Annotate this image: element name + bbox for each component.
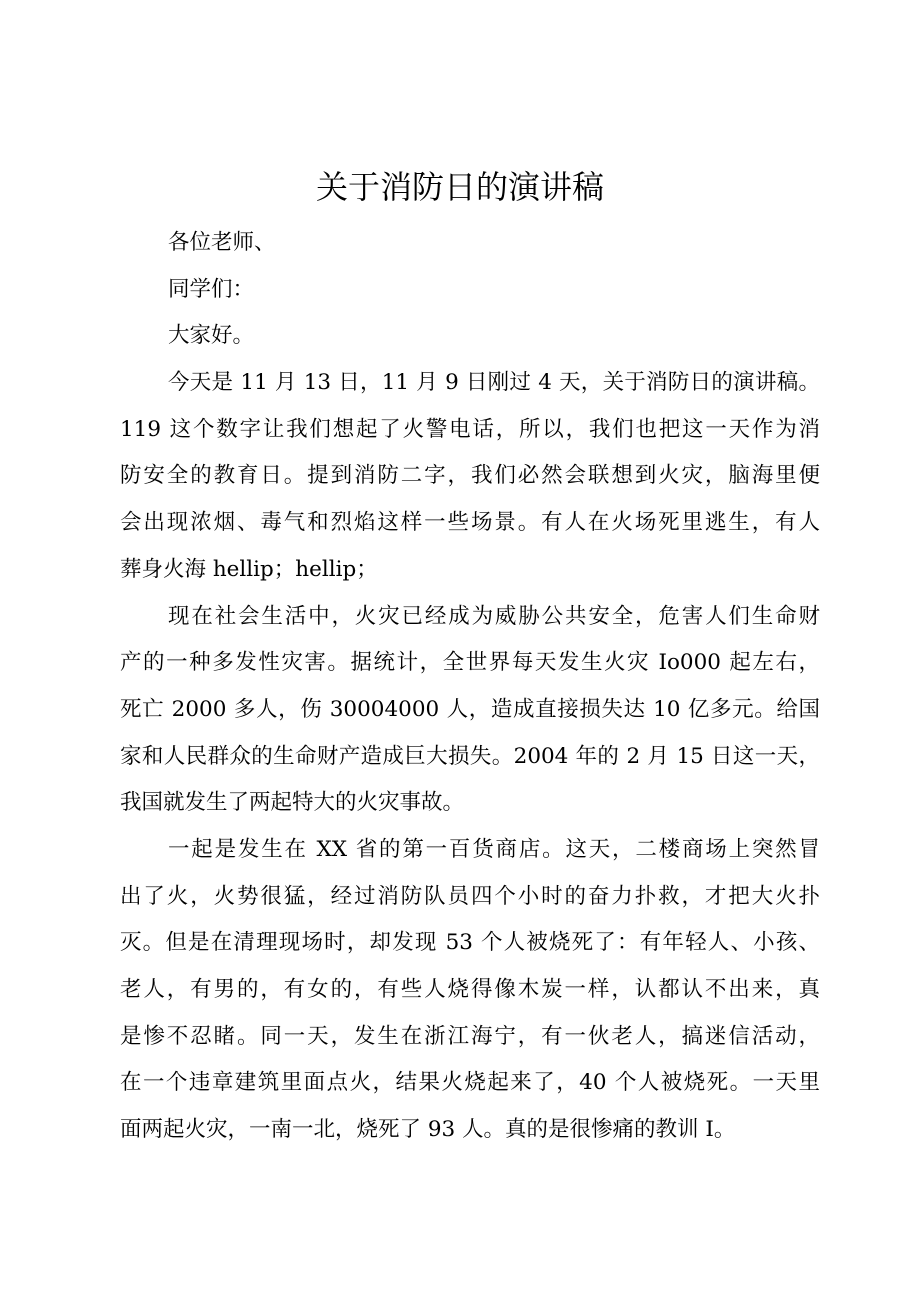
paragraph-line: 119 这个数字让我们想起了火警电话，所以，我们也把这一天作为消 <box>120 416 820 442</box>
paragraph-line: 是惨不忍睹。同一天，发生在浙江海宁，有一伙老人，搞迷信活动， <box>120 1023 820 1049</box>
greeting-line: 大家好。 <box>168 323 255 349</box>
paragraph-line: 产的一种多发性灾害。据统计，全世界每天发生火灾 Io000 起左右， <box>120 650 820 676</box>
paragraph-line: 现在社会生活中，火灾已经成为威胁公共安全，危害人们生命财 <box>168 603 820 629</box>
paragraph-line: 我国就发生了两起特大的火灾事故。 <box>120 790 465 816</box>
paragraph-line: 今天是 11 月 13 日，11 月 9 日刚过 4 天，关于消防日的演讲稿。 <box>168 370 820 396</box>
paragraph-line: 葬身火海 hellip；hellip； <box>120 556 378 582</box>
paragraph-line: 死亡 2000 多人，伤 30004000 人，造成直接损失达 10 亿多元。给国 <box>120 696 820 722</box>
document-body <box>120 220 820 1154</box>
paragraph-line: 面两起火灾，一南一北，烧死了 93 人。真的是很惨痛的教训 I。 <box>120 1117 736 1143</box>
paragraph-line: 防安全的教育日。提到消防二字，我们必然会联想到火灾，脑海里便 <box>120 463 820 489</box>
paragraph-line: 会出现浓烟、毒气和烈焰这样一些场景。有人在火场死里逃生，有人 <box>120 510 820 536</box>
paragraph-line: 灭。但是在清理现场时，却发现 53 个人被烧死了：有年轻人、小孩、 <box>120 930 820 956</box>
salutation-line: 同学们： <box>168 276 255 302</box>
paragraph-line: 出了火，火势很猛，经过消防队员四个小时的奋力扑救，才把大火扑 <box>120 883 820 909</box>
paragraph-line: 一起是发生在 XX 省的第一百货商店。这天，二楼商场上突然冒 <box>168 836 820 862</box>
salutation-line: 各位老师、 <box>168 230 276 255</box>
document-title: 关于消防日的演讲稿 <box>315 168 604 206</box>
paragraph-line: 在一个违章建筑里面点火，结果火烧起来了，40 个人被烧死。一天里 <box>120 1070 820 1096</box>
paragraph-line: 老人，有男的，有女的，有些人烧得像木炭一样，认都认不出来，真 <box>120 977 820 1002</box>
paragraph-line: 家和人民群众的生命财产造成巨大损失。2004 年的 2 月 15 日这一天， <box>120 743 820 769</box>
